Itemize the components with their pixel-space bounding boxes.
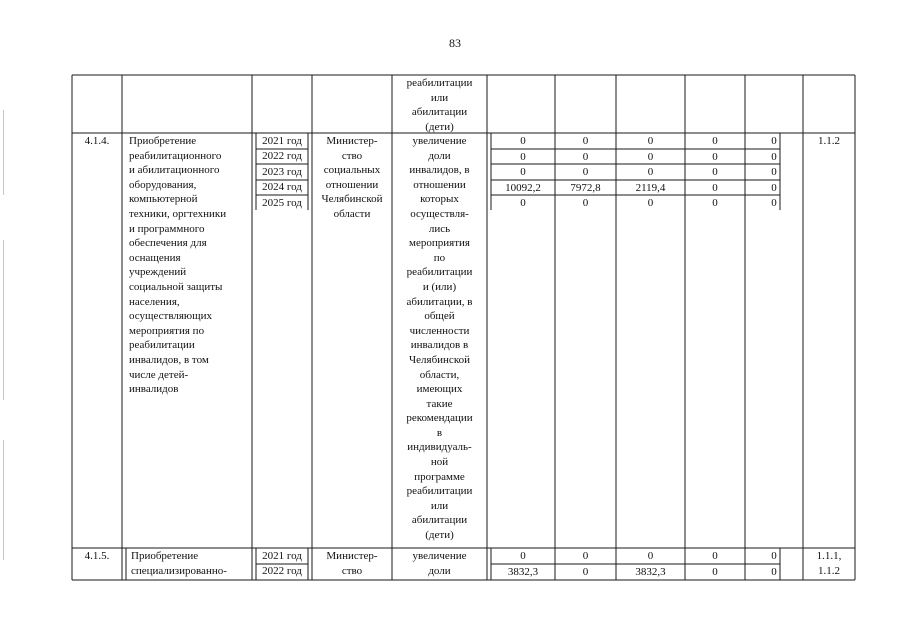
indicator-line: отношении bbox=[413, 178, 466, 191]
indicator-line: имеющих bbox=[416, 383, 463, 396]
title-line: инвалидов bbox=[129, 383, 179, 396]
indicator-line: лись bbox=[428, 222, 451, 235]
title-line: техники, оргтехники bbox=[129, 207, 227, 220]
indicator-line: которых bbox=[420, 193, 459, 206]
year-label: 2022 год bbox=[262, 150, 302, 163]
value-cell: 0 bbox=[582, 135, 589, 147]
value-cell: 0 bbox=[520, 150, 526, 163]
value-cell: 0 bbox=[771, 565, 777, 578]
indicator-line: увеличение bbox=[412, 135, 467, 147]
year-label: 2022 год bbox=[262, 565, 302, 578]
indicator-line: осуществля- bbox=[410, 207, 469, 220]
executor-line: социальных bbox=[323, 164, 381, 177]
link-line: 1.1.2 bbox=[818, 135, 840, 147]
title-line: реабилитационного bbox=[129, 149, 222, 162]
value-cell: 0 bbox=[647, 197, 654, 209]
executor-line: Министер- bbox=[326, 550, 378, 562]
value-cell: 3832,3 bbox=[635, 565, 666, 578]
indicator bbox=[392, 549, 487, 578]
value-cell: 0 bbox=[712, 565, 718, 578]
value-cell: 0 bbox=[647, 150, 654, 163]
value-cell: 0 bbox=[582, 166, 589, 178]
executor bbox=[312, 134, 392, 222]
value-cell: 0 bbox=[771, 181, 777, 194]
executor-line: отношении bbox=[325, 178, 379, 191]
value-cell: 0 bbox=[712, 197, 718, 209]
executor-line: ство bbox=[341, 149, 363, 162]
row-id: 4.1.5. bbox=[84, 550, 110, 562]
value-cell: 7972,8 bbox=[570, 181, 601, 194]
title-line: Приобретение bbox=[129, 135, 197, 147]
value-cell: 0 bbox=[520, 166, 526, 178]
indicator-line: области, bbox=[419, 368, 460, 381]
value-cell: 10092,2 bbox=[505, 181, 541, 194]
indicator-line: такие bbox=[426, 397, 453, 410]
indicator-line: инвалидов в bbox=[410, 339, 469, 352]
indicator-line: (дети) bbox=[425, 529, 454, 542]
link-line: 1.1.1, bbox=[816, 550, 842, 562]
value-cell: 3832,3 bbox=[507, 565, 539, 578]
indicator-line: доли bbox=[428, 149, 451, 162]
indicator-line: увеличение bbox=[412, 550, 467, 562]
title-line: и программного bbox=[129, 222, 205, 235]
page-number: 83 bbox=[449, 36, 461, 50]
executor-line: Челябинской bbox=[321, 193, 383, 206]
row-title bbox=[131, 549, 249, 578]
title-line: осуществляющих bbox=[129, 310, 212, 323]
carryover-line: (дети) bbox=[425, 120, 454, 133]
indicator-line: абилитации bbox=[411, 514, 468, 527]
year-label: 2024 год bbox=[262, 181, 302, 194]
executor-line: области bbox=[333, 207, 371, 220]
value-cell: 0 bbox=[647, 135, 654, 147]
indicator-line: по bbox=[433, 251, 446, 264]
value-cell: 0 bbox=[771, 550, 777, 562]
title-line: числе детей- bbox=[129, 368, 189, 381]
indicator-line: доли bbox=[428, 564, 451, 577]
title-line: реабилитации bbox=[129, 339, 195, 352]
value-cell: 0 bbox=[520, 550, 526, 562]
executor-line: ство bbox=[341, 564, 363, 577]
year-label: 2025 год bbox=[262, 196, 302, 209]
year-label: 2021 год bbox=[262, 135, 302, 147]
title-line: и абилитационного bbox=[129, 164, 220, 177]
value-cell: 0 bbox=[712, 550, 718, 562]
indicator-line: общей bbox=[424, 310, 455, 323]
title-line: оборудования, bbox=[129, 178, 197, 191]
year-label: 2023 год bbox=[262, 165, 302, 178]
carryover-line: абилитации bbox=[411, 106, 468, 119]
value-cell: 0 bbox=[647, 550, 654, 562]
indicator-line: реабилитации bbox=[406, 266, 473, 279]
title-line: населения, bbox=[129, 295, 180, 308]
indicator-line: и (или) bbox=[422, 280, 457, 293]
indicator-line: инвалидов, в bbox=[409, 164, 470, 177]
value-cell: 0 bbox=[771, 150, 777, 163]
value-cell: 0 bbox=[582, 550, 589, 562]
title-line: компьютерной bbox=[129, 193, 198, 206]
value-cell: 0 bbox=[520, 197, 526, 209]
indicator-line: реабилитации bbox=[406, 485, 473, 498]
title-line: учреждений bbox=[129, 266, 187, 279]
indicator-line: мероприятия bbox=[409, 237, 470, 250]
row-title bbox=[129, 134, 247, 397]
value-cell: 0 bbox=[771, 166, 777, 178]
carryover-line: реабилитации bbox=[406, 77, 473, 89]
title-line: социальной защиты bbox=[129, 280, 223, 293]
value-cell: 0 bbox=[582, 565, 589, 578]
value-cell: 0 bbox=[712, 181, 718, 194]
indicator-line: рекомендации bbox=[406, 412, 473, 425]
indicator-line: программе bbox=[414, 470, 465, 483]
title-line: специализированно- bbox=[131, 564, 227, 577]
title-line: обеспечения для bbox=[129, 237, 207, 250]
title-line: мероприятия по bbox=[129, 324, 205, 337]
value-cell: 0 bbox=[582, 150, 589, 163]
link-line: 1.1.2 bbox=[818, 564, 840, 577]
indicator-line: индивидуаль- bbox=[407, 441, 472, 454]
title-line: инвалидов, в том bbox=[129, 353, 209, 366]
value-cell: 0 bbox=[712, 166, 718, 178]
carryover-indicator-text bbox=[392, 76, 487, 134]
title-line: оснащения bbox=[129, 251, 181, 264]
year-list bbox=[256, 549, 308, 580]
value-cell: 0 bbox=[771, 135, 777, 147]
value-cell: 0 bbox=[647, 166, 654, 178]
year-list bbox=[256, 134, 308, 211]
indicator-line: Челябинской bbox=[408, 353, 470, 366]
value-cell: 2119,4 bbox=[635, 181, 666, 194]
linked-indicator bbox=[803, 549, 855, 578]
value-cell: 0 bbox=[771, 197, 777, 209]
linked-indicator bbox=[803, 134, 855, 149]
row-id: 4.1.4. bbox=[84, 135, 110, 147]
indicator-line: абилитации, в bbox=[406, 295, 473, 308]
title-line: Приобретение bbox=[131, 550, 199, 562]
value-cell: 0 bbox=[520, 135, 526, 147]
value-cell: 0 bbox=[712, 135, 718, 147]
indicator-line: или bbox=[430, 499, 449, 512]
indicator-line: ной bbox=[430, 456, 449, 469]
value-cell: 0 bbox=[712, 150, 718, 163]
indicator bbox=[392, 134, 487, 543]
carryover-line: или bbox=[430, 91, 449, 104]
indicator-line: численности bbox=[409, 324, 470, 337]
executor bbox=[312, 549, 392, 578]
year-label: 2021 год bbox=[262, 550, 302, 562]
executor-line: Министер- bbox=[326, 135, 378, 147]
indicator-line: в bbox=[436, 426, 443, 439]
value-cell: 0 bbox=[582, 197, 589, 209]
